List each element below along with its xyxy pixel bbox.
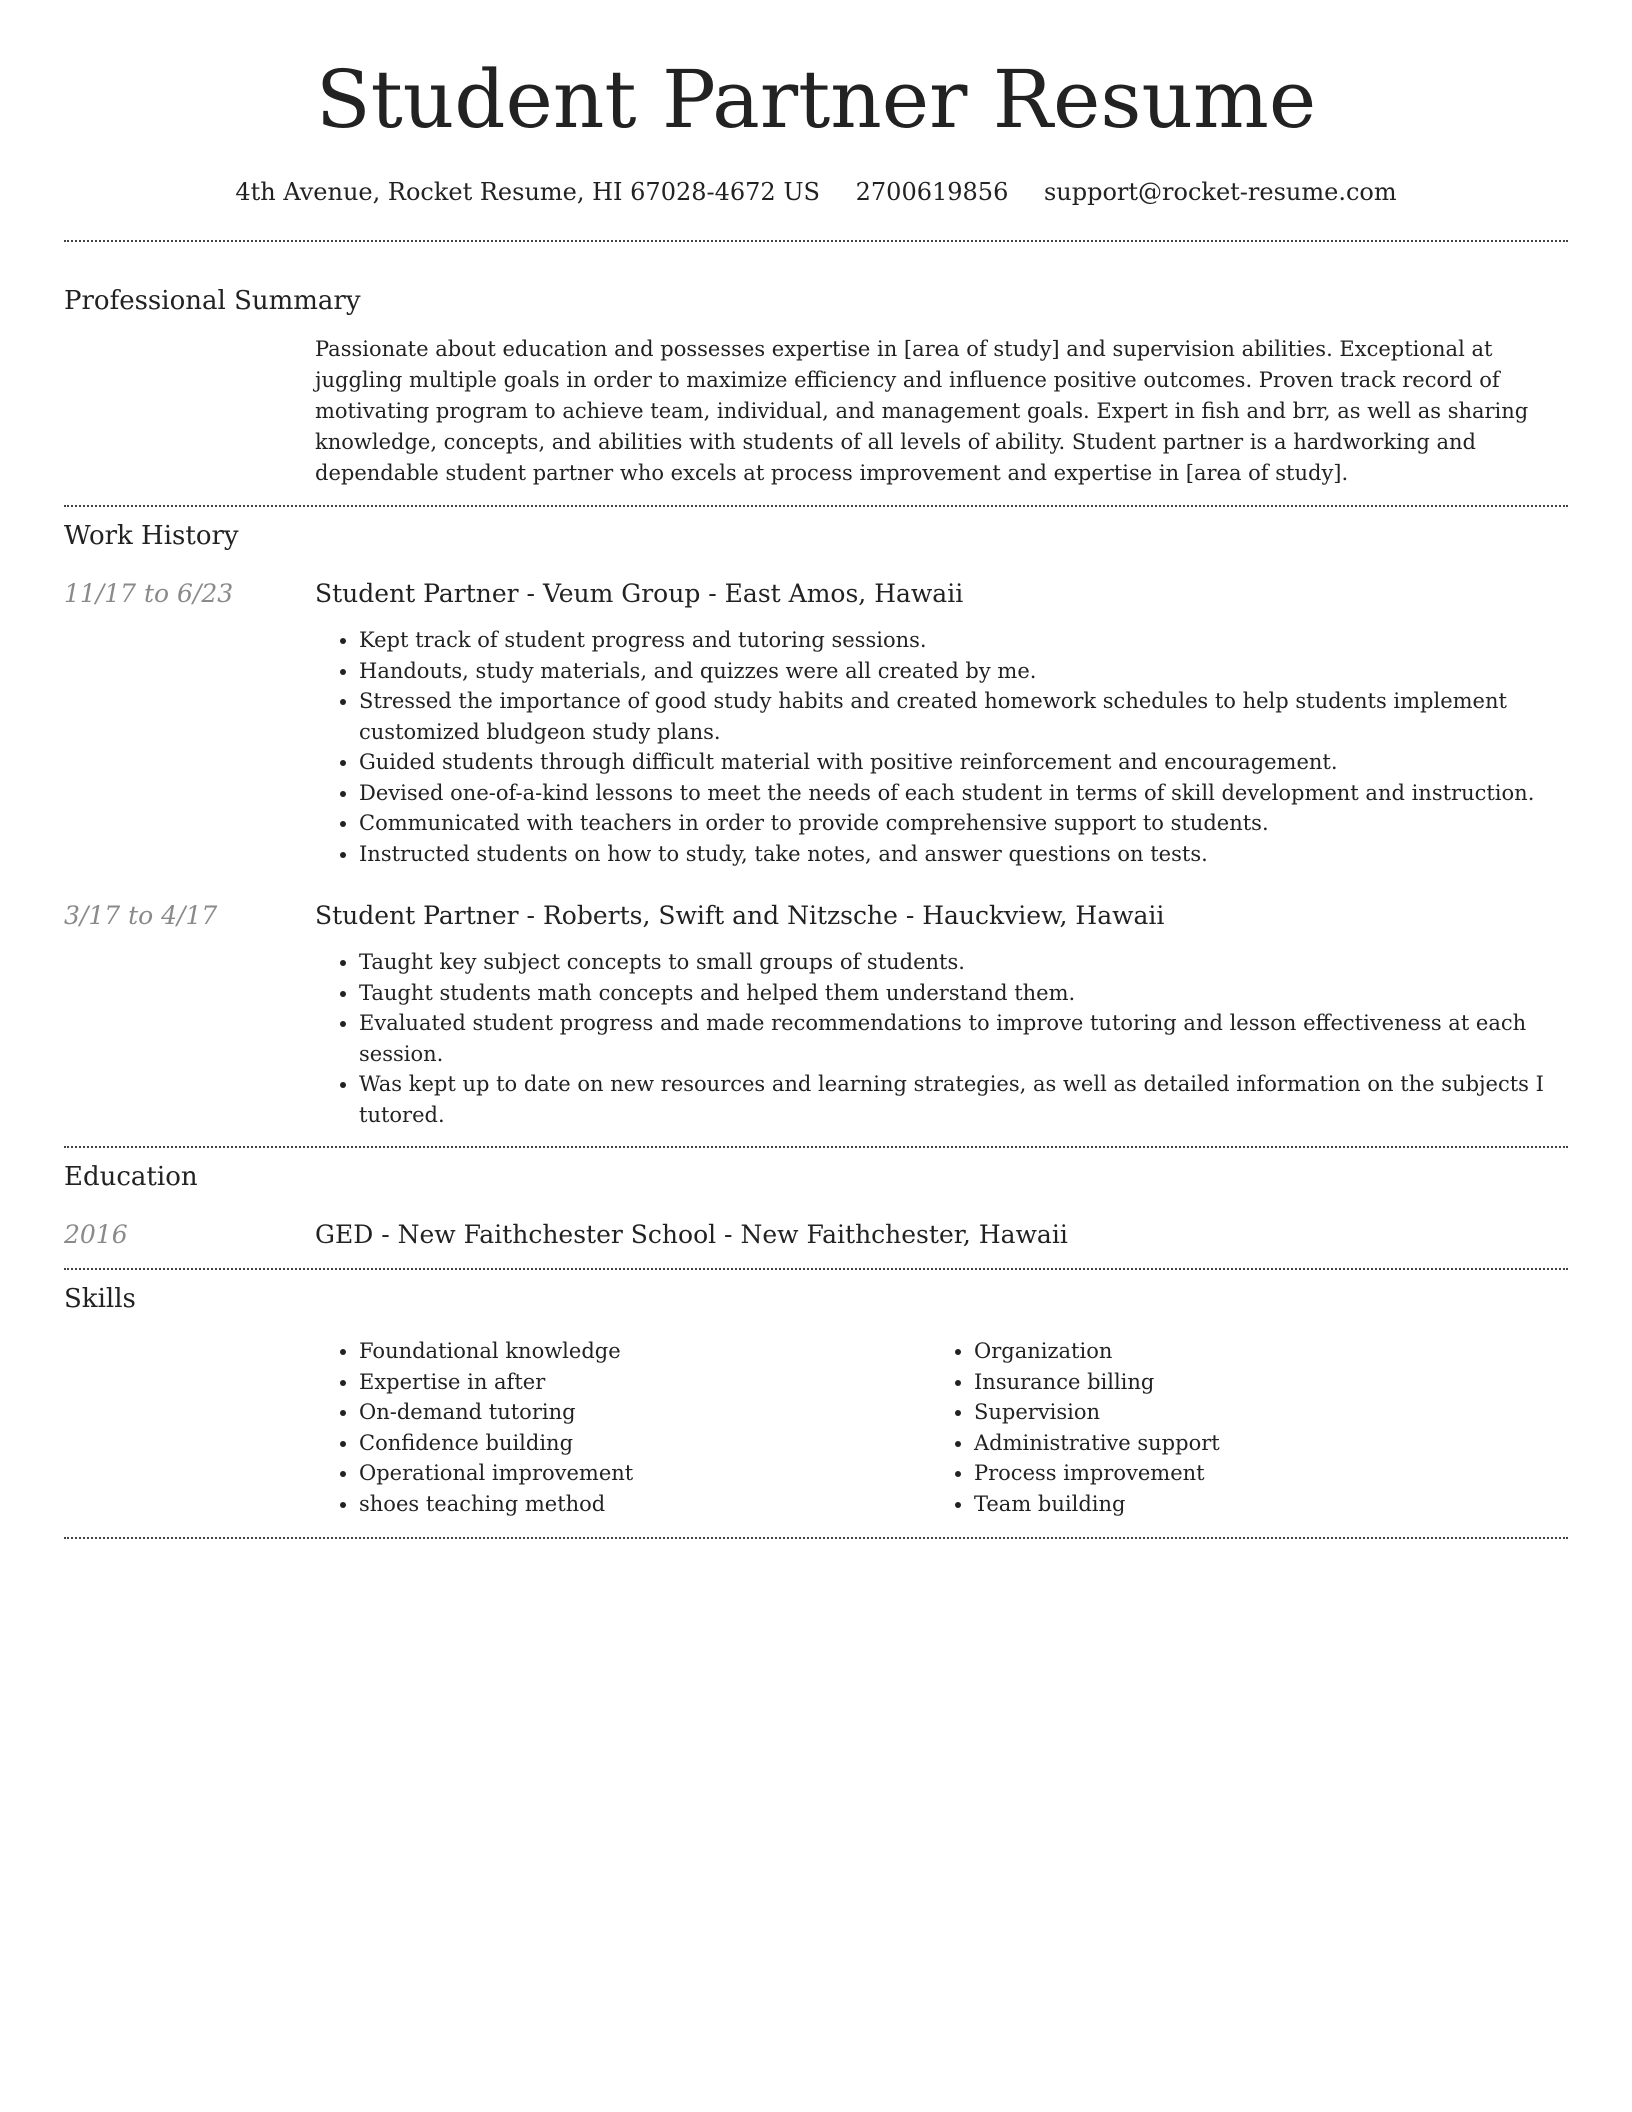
summary-text: Passionate about education and possesses expertise in [area of study] and supervision abilities. Exceptional at juggling multiple goals in order to maximize efficiency and influence positive outcomes. Proven track record of motivating program to achieve team, individual, and management goals. Expert in fish and brr, as well as sharing knowledge, concepts, and abilities with students of all levels of ability. Student partner is a hardworking and dependable student partner who excels at process improvement and expertise in [area of study]. — [315, 337, 1529, 485]
job-heading: Student Partner - Roberts, Swift and Nitzsche - Hauckview, Hawaii — [315, 901, 1165, 930]
skill-item: • Organization — [974, 1336, 1545, 1367]
skill-item: • Administrative support — [974, 1428, 1545, 1459]
education-entry — [64, 1218, 1568, 1252]
contact-address: 4th Avenue, Rocket Resume, HI 67028-4672 US — [235, 178, 820, 206]
list-item: • Taught students math concepts and helped them understand them. — [359, 978, 1568, 1009]
list-item: • Evaluated student progress and made recommendations to improve tutoring and lesson effectiveness at each session. — [359, 1008, 1568, 1069]
list-item: • Was kept up to date on new resources and learning strategies, as well as detailed information on the subjects I tutored. — [359, 1069, 1568, 1130]
skills-section — [64, 1270, 1568, 1537]
job-bullets — [315, 625, 1568, 869]
skill-item: • Team building — [974, 1489, 1545, 1520]
list-item: • Stressed the importance of good study habits and created homework schedules to help students implement customized bludgeon study plans. — [359, 686, 1568, 747]
list-item: • Instructed students on how to study, take notes, and answer questions on tests. — [359, 839, 1568, 870]
job-dates: 11/17 to 6/23 — [64, 579, 234, 608]
skill-item: • On-demand tutoring — [359, 1397, 930, 1428]
section-title-skills: Skills — [64, 1284, 136, 1314]
candidate-name: Student Partner Resume — [315, 53, 1317, 146]
list-item: • Handouts, study materials, and quizzes were all created by me. — [359, 656, 1568, 687]
education-year: 2016 — [64, 1220, 128, 1249]
education-heading: GED - New Faithchester School - New Faithchester, Hawaii — [315, 1220, 1068, 1249]
skill-item: • Confidence building — [359, 1428, 930, 1459]
list-item: • Kept track of student progress and tutoring sessions. — [359, 625, 1568, 656]
job-heading: Student Partner - Veum Group - East Amos, Hawaii — [315, 579, 964, 608]
skills-list-left — [315, 1336, 930, 1519]
summary-section — [64, 242, 1568, 505]
list-item: • Devised one-of-a-kind lessons to meet the needs of each student in terms of skill development and instruction. — [359, 778, 1568, 809]
section-title-work: Work History — [64, 521, 239, 551]
section-title-education: Education — [64, 1162, 198, 1192]
contact-line — [64, 176, 1568, 208]
skill-item: • Process improvement — [974, 1458, 1545, 1489]
job-entry — [64, 577, 1568, 869]
job-bullets — [315, 947, 1568, 1130]
resume-header — [64, 0, 1568, 208]
skill-item: • Foundational knowledge — [359, 1336, 930, 1367]
skill-item: • Supervision — [974, 1397, 1545, 1428]
job-dates: 3/17 to 4/17 — [64, 901, 218, 930]
skill-item: • Expertise in after — [359, 1367, 930, 1398]
education-section — [64, 1148, 1568, 1268]
skills-list-right — [930, 1336, 1545, 1519]
contact-email: support@rocket-resume.com — [1043, 178, 1397, 206]
section-title-summary: Professional Summary — [64, 286, 361, 316]
list-item: • Guided students through difficult material with positive reinforcement and encouragement. — [359, 747, 1568, 778]
list-item: • Taught key subject concepts to small groups of students. — [359, 947, 1568, 978]
job-entry — [64, 899, 1568, 1130]
work-section — [64, 507, 1568, 1146]
skill-item: • Operational improvement — [359, 1458, 930, 1489]
divider — [64, 1537, 1568, 1539]
skill-item: • shoes teaching method — [359, 1489, 930, 1520]
list-item: • Communicated with teachers in order to provide comprehensive support to students. — [359, 808, 1568, 839]
contact-phone: 2700619856 — [855, 178, 1009, 206]
skill-item: • Insurance billing — [974, 1367, 1545, 1398]
